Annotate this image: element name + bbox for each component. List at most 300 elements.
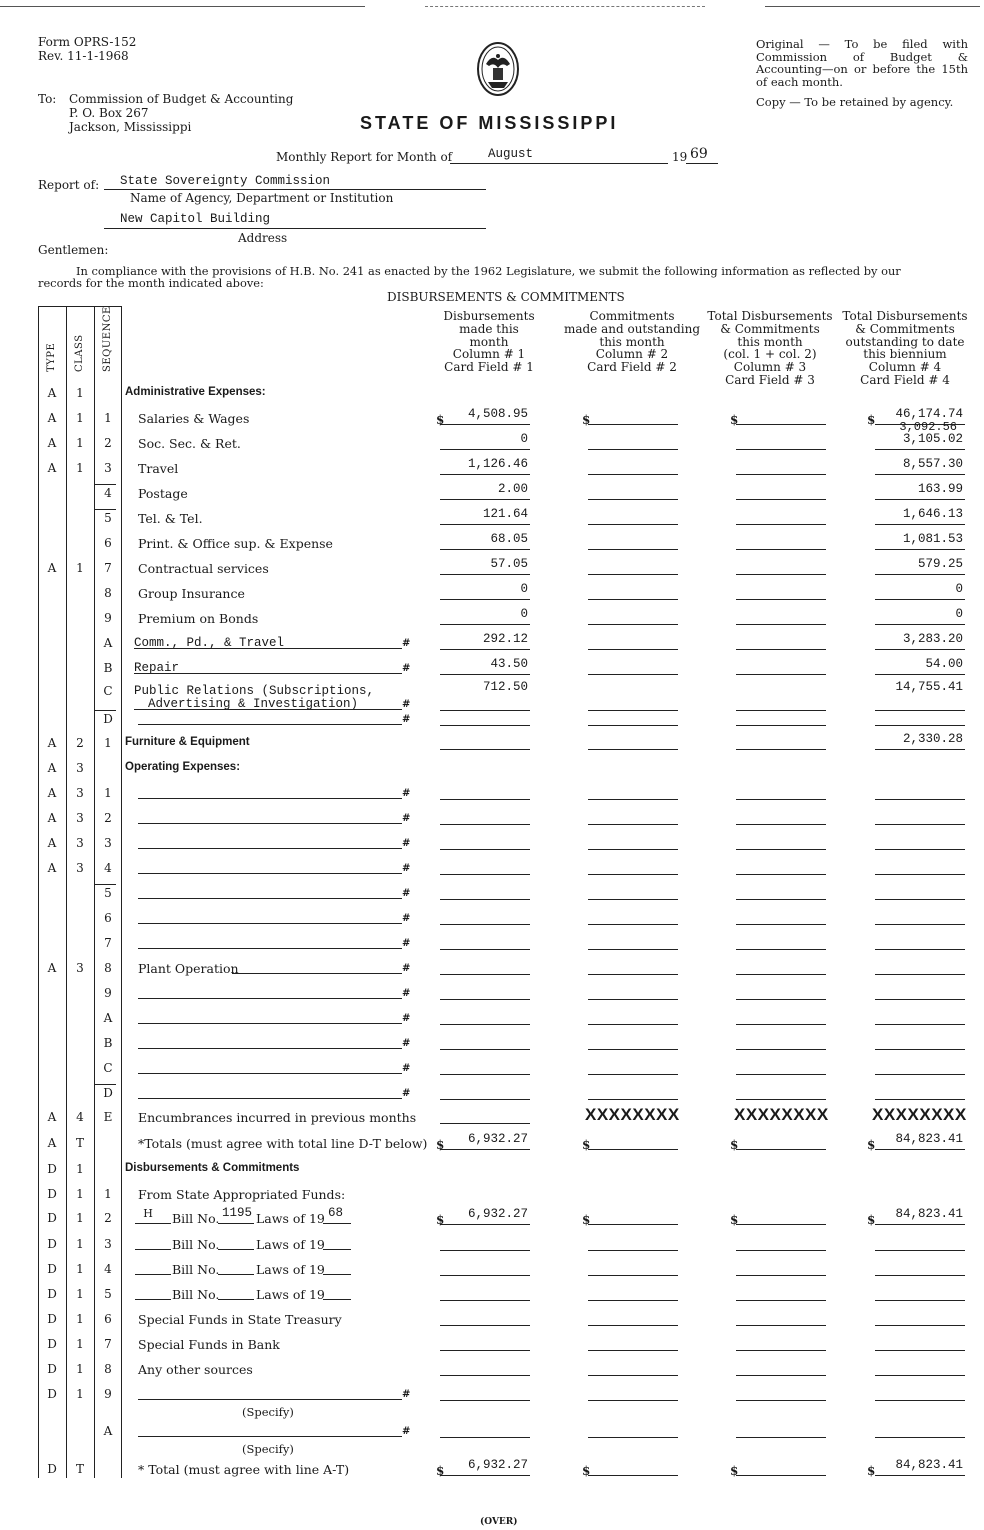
column-1-line (440, 624, 530, 625)
column-3-line (736, 424, 826, 425)
row-sequence: 9 (104, 611, 112, 625)
column-3-line (736, 524, 826, 525)
column-2-line (588, 649, 678, 650)
recipient-po-box: P. O. Box 267 (69, 106, 149, 120)
row-class: 1 (76, 386, 84, 400)
xx-col-4: XXXXXXXX (872, 1105, 967, 1124)
column-1-line (440, 1300, 530, 1301)
entry-line (138, 823, 402, 824)
row-type: D (47, 1237, 57, 1251)
row-class: 1 (76, 1162, 84, 1176)
column-3-header: Total Disbursements & Commitments this month (col. 1 + col. 2) Column # 3 Card Field # 3 (707, 309, 833, 387)
column-1-line (440, 749, 530, 750)
column-4-line (875, 725, 965, 726)
row-class: 1 (76, 1387, 84, 1401)
column-1-line (440, 1400, 530, 1401)
column-1-line (440, 924, 530, 925)
page-title: STATE OF MISSISSIPPI (360, 113, 619, 133)
bill-no-value[interactable]: 1195 (222, 1206, 253, 1220)
scan-edge-left (0, 6, 365, 7)
column-4-value[interactable]: 84,823.41 (895, 1458, 963, 1472)
column-3-line (736, 1024, 826, 1025)
row-label: Soc. Sec. & Ret. (138, 436, 241, 451)
row-type: A (47, 961, 57, 975)
column-1-line (440, 949, 530, 950)
address-underline (104, 228, 486, 229)
column-4-line (875, 624, 965, 625)
column-3-line (736, 649, 826, 650)
column-3-line (736, 1099, 826, 1100)
column-2-line (588, 725, 678, 726)
column-4-line (875, 974, 965, 975)
column-3-line (736, 1325, 826, 1326)
column-4-line (875, 549, 965, 550)
bill-no-line (218, 1274, 254, 1275)
column-2-line (588, 799, 678, 800)
row-type: A (47, 736, 57, 750)
column-2-line (588, 924, 678, 925)
dollar-sign-col-4: $ (867, 1213, 876, 1227)
row-label: Administrative Expenses: (125, 386, 266, 398)
original-note: Original — To be filed with Commission of Budget & Accounting—on or before the 15th of each month. (756, 37, 968, 89)
column-4-value[interactable]: 3,283.20 (902, 632, 963, 646)
entry-line (138, 848, 402, 849)
column-4-line (875, 899, 965, 900)
column-3-line (736, 1437, 826, 1438)
column-4-value[interactable]: 8,557.30 (902, 457, 963, 471)
entry-line (134, 709, 402, 710)
bill-year-line (323, 1299, 351, 1300)
column-1-line (440, 499, 530, 500)
sequence-bracket (94, 1084, 116, 1085)
column-2-line (588, 449, 678, 450)
column-1-line (440, 824, 530, 825)
column-1-value[interactable]: 292.12 (482, 632, 528, 646)
agency-caption: Name of Agency, Department or Institution (130, 191, 394, 205)
row-sequence: D (103, 712, 113, 726)
entry-line (138, 873, 402, 874)
entry-line (134, 673, 402, 674)
column-4-line (875, 1074, 965, 1075)
column-4-value[interactable]: 0 (955, 607, 963, 621)
column-4-line (875, 874, 965, 875)
column-2-line (588, 824, 678, 825)
column-1-line (440, 999, 530, 1000)
row-sequence: D (103, 1086, 113, 1100)
column-1-value[interactable]: 6,932.27 (467, 1458, 528, 1472)
column-2-line (588, 474, 678, 475)
row-sequence: 1 (104, 411, 112, 425)
column-1-value[interactable]: 57.05 (490, 557, 528, 571)
column-4-value[interactable]: 579.25 (917, 557, 963, 571)
recipient-name: Commission of Budget & Accounting (69, 92, 294, 106)
laws-label: Laws of 19 (256, 1287, 325, 1302)
bill-no-label: Bill No. (172, 1237, 220, 1252)
row-label: Furniture & Equipment (125, 736, 250, 748)
row-type: A (47, 861, 57, 875)
column-2-line (588, 1074, 678, 1075)
sequence-bracket (94, 710, 116, 711)
column-1-value[interactable]: 0 (520, 607, 528, 621)
row-class: 1 (76, 436, 84, 450)
column-2-line (588, 1250, 678, 1251)
row-type: A (47, 1136, 57, 1150)
column-3-line (736, 1400, 826, 1401)
row-type: A (47, 761, 57, 775)
filing-instructions (756, 38, 968, 109)
year-value[interactable]: 69 (690, 146, 708, 162)
column-1-line (440, 1024, 530, 1025)
column-4-line (875, 1437, 965, 1438)
row-sequence: 7 (104, 936, 112, 950)
row-label: Premium on Bonds (138, 611, 259, 626)
row-label: Salaries & Wages (138, 411, 250, 426)
column-2-line (588, 949, 678, 950)
row-class: 1 (76, 1237, 84, 1251)
column-4-overwritten-value: 3,092.56 (899, 420, 957, 434)
column-4-line (875, 499, 965, 500)
specify-caption: (Specify) (242, 1405, 294, 1419)
row-sequence: B (103, 661, 113, 675)
column-1-line (440, 1123, 530, 1124)
row-class: T (75, 1462, 84, 1476)
column-2-header: Commitments made and outstanding this month Column # 2 Card Field # 2 (563, 309, 701, 375)
column-4-line (875, 710, 965, 711)
column-4-line (875, 449, 965, 450)
row-type: D (47, 1162, 57, 1176)
report-of-label: Report of: (38, 178, 100, 192)
column-2-line (588, 624, 678, 625)
row-label: Tel. & Tel. (138, 511, 203, 526)
address-value[interactable]: New Capitol Building (120, 212, 271, 226)
column-3-line (736, 1074, 826, 1075)
column-4-value[interactable]: 46,174.74 (895, 407, 963, 421)
hash-mark: # (402, 1038, 411, 1049)
bill-year-line (323, 1249, 351, 1250)
entry-line (138, 923, 402, 924)
column-3-line (736, 549, 826, 550)
dollar-sign-col-3: $ (730, 1213, 739, 1227)
row-label: Special Funds in State Treasury (138, 1312, 342, 1327)
column-4-value[interactable]: 1,646.13 (902, 507, 963, 521)
row-class: 1 (76, 1211, 84, 1225)
column-4-value[interactable]: 84,823.41 (895, 1132, 963, 1146)
hash-mark: # (402, 663, 411, 674)
column-4-line (875, 649, 965, 650)
recipient-city: Jackson, Mississippi (69, 120, 192, 134)
hash-mark: # (402, 988, 411, 999)
column-1-line (440, 674, 530, 675)
type-header: TYPE (46, 342, 57, 372)
row-sequence: 4 (104, 861, 112, 875)
bill-prefix-line (135, 1299, 171, 1300)
column-2-line (588, 1024, 678, 1025)
column-1-line (440, 474, 530, 475)
dollar-sign-col-4: $ (867, 1464, 876, 1478)
row-class: 3 (76, 961, 84, 975)
hash-mark: # (402, 913, 411, 924)
column-4-header: Total Disbursements & Commitments outstanding to date this biennium Column # 4 Card Field # 4 (842, 309, 968, 387)
column-4-line (875, 749, 965, 750)
row-sequence: C (103, 684, 113, 698)
column-1-line (440, 1250, 530, 1251)
hash-mark: # (402, 1426, 411, 1437)
entry-line (138, 1098, 402, 1099)
row-sequence: 1 (104, 1187, 112, 1201)
column-1-value[interactable]: 0 (520, 432, 528, 446)
column-4-line (875, 1149, 965, 1150)
entry-line (138, 898, 402, 899)
column-1-value[interactable]: 6,932.27 (467, 1132, 528, 1146)
row-class: 1 (76, 1312, 84, 1326)
column-1-value[interactable]: 0 (520, 582, 528, 596)
column-4-value[interactable]: 0 (955, 582, 963, 596)
column-3-line (736, 849, 826, 850)
dollar-sign-col-1: $ (436, 413, 445, 427)
agency-name-value[interactable]: State Sovereignty Commission (120, 174, 331, 188)
hash-mark: # (402, 638, 411, 649)
row-sequence: E (103, 1110, 113, 1124)
column-4-value[interactable]: 3,105.02 (902, 432, 963, 446)
column-2-line (588, 1375, 678, 1376)
row-sequence: 7 (104, 561, 112, 575)
column-3-line (736, 499, 826, 500)
row-label: * Total (must agree with line A-T) (138, 1462, 350, 1477)
scan-edge-right (765, 6, 980, 7)
report-month-value[interactable]: August (488, 147, 534, 161)
column-1-line (440, 710, 530, 711)
column-2-line (588, 710, 678, 711)
dollar-sign-col-1: $ (436, 1464, 445, 1478)
row-class: 3 (76, 761, 84, 775)
column-1-value[interactable]: 6,932.27 (467, 1207, 528, 1221)
bill-prefix-line (135, 1223, 171, 1224)
column-2-line (588, 549, 678, 550)
row-class: T (75, 1136, 84, 1150)
form-revision: Rev. 11-1-1968 (38, 49, 129, 63)
row-sequence: C (103, 1061, 113, 1075)
sequence-bracket (94, 484, 116, 485)
hash-mark: # (402, 838, 411, 849)
row-sequence: 6 (104, 911, 112, 925)
year-underline (686, 163, 718, 164)
row-sequence: 6 (104, 1312, 112, 1326)
column-3-line (736, 449, 826, 450)
column-3-line (736, 474, 826, 475)
row-sequence: 2 (104, 811, 112, 825)
xx-col-2: XXXXXXXX (585, 1105, 680, 1124)
row-class: 1 (76, 1287, 84, 1301)
row-sequence: 5 (104, 1287, 112, 1301)
column-4-line (875, 1250, 965, 1251)
column-3-line (736, 1300, 826, 1301)
grid-left (38, 306, 39, 1478)
column-2-line (588, 524, 678, 525)
column-1-value[interactable]: 121.64 (482, 507, 528, 521)
row-sequence: A (103, 636, 113, 650)
plant-operation-line (232, 973, 402, 974)
column-2-line (588, 1400, 678, 1401)
column-4-line (875, 999, 965, 1000)
column-2-line (588, 874, 678, 875)
column-3-line (736, 974, 826, 975)
row-class: 2 (76, 736, 84, 750)
column-4-line (875, 1375, 965, 1376)
row-class: 1 (76, 461, 84, 475)
row-sequence: 5 (104, 511, 112, 525)
column-4-line (875, 799, 965, 800)
month-underline (450, 163, 668, 164)
column-2-line (588, 499, 678, 500)
row-type: D (47, 1462, 57, 1476)
column-1-line (440, 1325, 530, 1326)
hash-mark: # (402, 888, 411, 899)
column-4-line (875, 1024, 965, 1025)
row-type: D (47, 1362, 57, 1376)
dollar-sign-col-4: $ (867, 413, 876, 427)
row-sequence: A (103, 1424, 113, 1438)
row-class: 1 (76, 1187, 84, 1201)
entry-line (138, 1436, 402, 1437)
column-4-line (875, 1300, 965, 1301)
column-4-line (875, 924, 965, 925)
column-3-line (736, 599, 826, 600)
column-2-line (588, 1049, 678, 1050)
column-3-line (736, 1275, 826, 1276)
column-1-line (440, 424, 530, 425)
entry-line (138, 1023, 402, 1024)
row-sequence: 1 (104, 786, 112, 800)
row-label: Disbursements & Commitments (125, 1162, 300, 1174)
hash-mark: # (402, 1389, 411, 1400)
row-type: A (47, 1110, 57, 1124)
column-2-line (588, 1350, 678, 1351)
recipient-address (69, 92, 293, 134)
column-2-line (588, 1149, 678, 1150)
column-3-line (736, 710, 826, 711)
column-1-value[interactable]: 4,508.95 (467, 407, 528, 421)
bill-no-line (218, 1299, 254, 1300)
row-class: 4 (76, 1110, 84, 1124)
form-number: Form OPRS-152 (38, 35, 137, 49)
dollar-sign-col-1: $ (436, 1213, 445, 1227)
row-label: *Totals (must agree with total line D-T below) (138, 1136, 428, 1151)
row-class: 1 (76, 561, 84, 575)
column-2-line (588, 1325, 678, 1326)
hash-mark: # (402, 788, 411, 799)
row-type: A (47, 561, 57, 575)
column-1-line (440, 574, 530, 575)
column-2-line (588, 1437, 678, 1438)
bill-no-line (218, 1223, 254, 1224)
bill-year-value[interactable]: 68 (328, 1206, 344, 1220)
column-4-line (875, 824, 965, 825)
column-4-line (875, 1400, 965, 1401)
column-2-line (588, 974, 678, 975)
row-sequence: 9 (104, 986, 112, 1000)
dollar-sign-col-2: $ (582, 1138, 591, 1152)
column-4-line (875, 1325, 965, 1326)
row-sequence: 2 (104, 436, 112, 450)
column-2-line (588, 599, 678, 600)
laws-label: Laws of 19 (256, 1262, 325, 1277)
column-4-value[interactable]: 84,823.41 (895, 1207, 963, 1221)
column-4-value[interactable]: 14,755.41 (895, 680, 963, 694)
column-1-line (440, 1099, 530, 1100)
column-2-line (588, 899, 678, 900)
column-1-value[interactable]: 43.50 (490, 657, 528, 671)
column-4-line (875, 674, 965, 675)
grid-div-1 (66, 306, 67, 1478)
row-sequence: 8 (104, 1362, 112, 1376)
column-4-line (875, 1099, 965, 1100)
row-type: D (47, 1211, 57, 1225)
column-1-value[interactable]: 68.05 (490, 532, 528, 546)
row-type: A (47, 811, 57, 825)
sequence-header: SEQUENCE (102, 306, 113, 372)
bill-prefix-line (135, 1274, 171, 1275)
column-1-line (440, 1350, 530, 1351)
class-header: CLASS (74, 334, 85, 372)
address-caption: Address (238, 231, 288, 245)
column-4-value[interactable]: 54.00 (925, 657, 963, 671)
column-4-value[interactable]: 2,330.28 (902, 732, 963, 746)
column-1-value[interactable]: 712.50 (482, 680, 528, 694)
dollar-sign-col-3: $ (730, 1138, 739, 1152)
column-1-line (440, 1275, 530, 1276)
row-label: Repair (134, 661, 180, 675)
specify-caption: (Specify) (242, 1442, 294, 1456)
column-4-line (875, 849, 965, 850)
bill-year-line (323, 1274, 351, 1275)
row-sequence: 3 (104, 461, 112, 475)
intro-line-1: In compliance with the provisions of H.B. No. 241 as enacted by the 1962 Legislature, we submit the following information as reflected by our (76, 264, 901, 278)
column-3-line (736, 749, 826, 750)
row-class: 3 (76, 786, 84, 800)
column-4-line (875, 599, 965, 600)
entry-line (138, 998, 402, 999)
bill-prefix[interactable]: H (143, 1207, 153, 1220)
column-3-line (736, 924, 826, 925)
row-sequence: 3 (104, 836, 112, 850)
row-label: Plant Operation (138, 961, 239, 976)
column-4-value[interactable]: 163.99 (917, 482, 963, 496)
dollar-sign-col-2: $ (582, 413, 591, 427)
intro-line-2: records for the month indicated above: (38, 276, 264, 290)
column-1-value[interactable]: 1,126.46 (467, 457, 528, 471)
column-3-line (736, 999, 826, 1000)
column-3-line (736, 899, 826, 900)
column-1-value[interactable]: 2.00 (497, 482, 528, 496)
column-1-line (440, 1149, 530, 1150)
column-1-line (440, 874, 530, 875)
row-type: D (47, 1387, 57, 1401)
entry-line (138, 1399, 402, 1400)
column-2-line (588, 674, 678, 675)
row-class: 3 (76, 861, 84, 875)
column-1-line (440, 549, 530, 550)
scan-edge-middle (425, 6, 705, 7)
column-4-value[interactable]: 1,081.53 (902, 532, 963, 546)
entry-line (138, 1048, 402, 1049)
bill-no-label: Bill No. (172, 1211, 220, 1226)
column-3-line (736, 1224, 826, 1225)
bill-prefix-line (135, 1249, 171, 1250)
sequence-bracket (94, 509, 116, 510)
row-label-continued: Advertising & Investigation) (148, 697, 359, 711)
column-3-line (736, 799, 826, 800)
column-1-line (440, 799, 530, 800)
